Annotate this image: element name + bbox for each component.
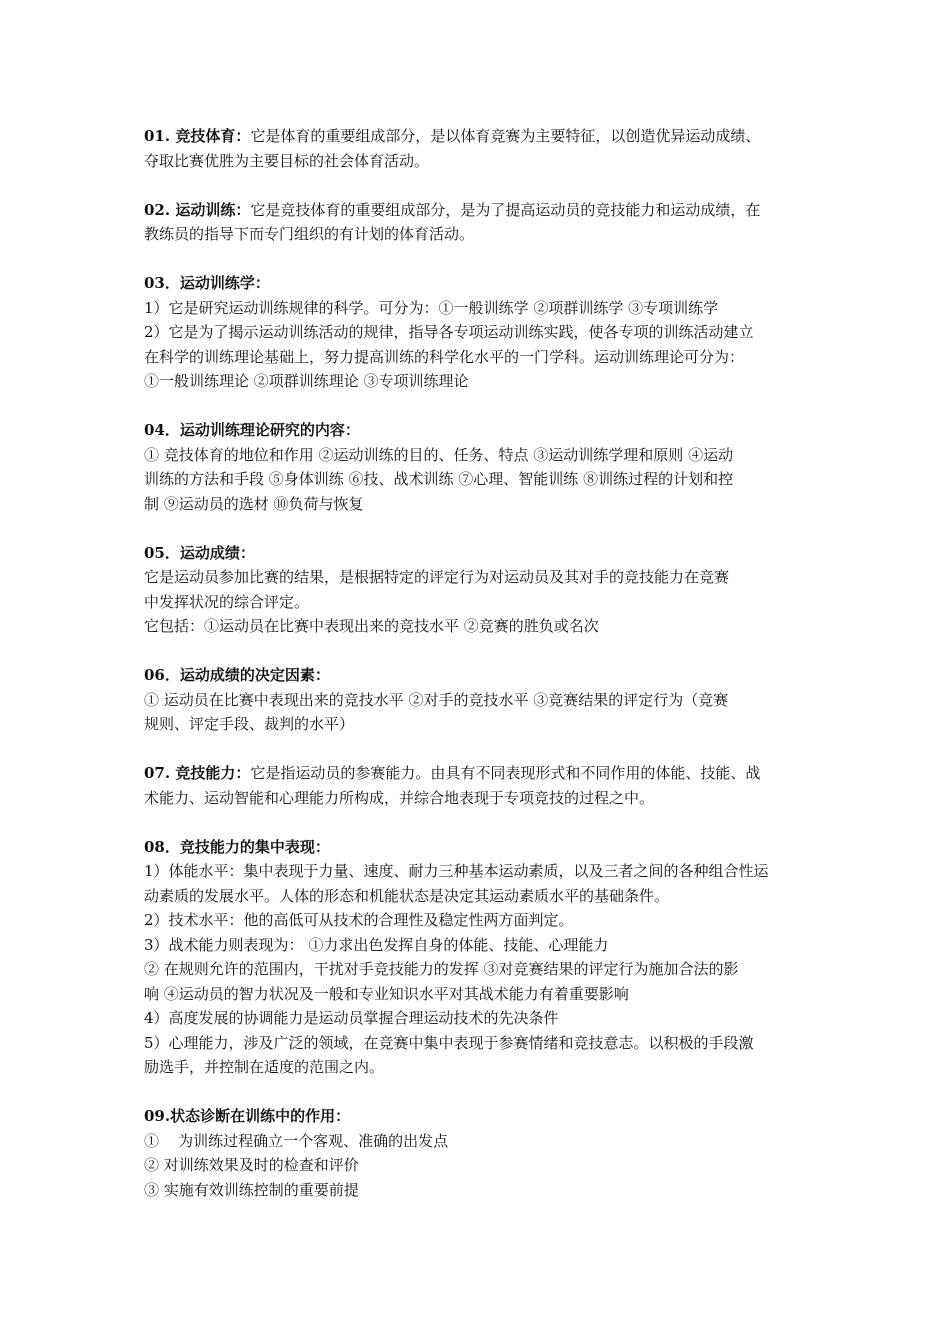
section-text-line: 它是指运动员的参赛能力。由具有不同表现形式和不同作用的体能、技能、战 xyxy=(250,764,761,782)
section-text-line: 夺取比赛优胜为主要目标的社会体育活动。 xyxy=(144,151,430,170)
section-heading: 09.状态诊断在训练中的作用： xyxy=(144,1107,351,1125)
section-text-line: ①一般训练理论 ②项群训练理论 ③专项训练理论 xyxy=(144,372,469,390)
section-text-line: 它是体育的重要组成部分，是以体育竞赛为主要特征，以创造优异运动成绩、 xyxy=(250,127,761,145)
section-03 xyxy=(144,271,810,394)
section-text-line: 4）高度发展的协调能力是运动员掌握合理运动技术的先决条件 xyxy=(144,1009,559,1027)
section-heading: 05．运动成绩： xyxy=(144,543,255,562)
section-text-line: ③ 实施有效训练控制的重要前提 xyxy=(144,1180,359,1199)
document-page xyxy=(144,124,810,1227)
section-heading: 07. 竞技能力： xyxy=(144,764,251,782)
section-text-line: 2）技术水平：他的高低可从技术的合理性及稳定性两方面判定。 xyxy=(144,911,574,929)
section-09 xyxy=(144,1104,810,1202)
section-06 xyxy=(144,663,810,737)
section-text-line: 响 ④运动员的智力状况及一般和专业知识水平对其战术能力有着重要影响 xyxy=(144,984,629,1003)
section-05 xyxy=(144,541,810,639)
section-01 xyxy=(144,124,810,173)
section-text-line: 动素质的发展水平。人体的形态和机能状态是决定其运动素质水平的基础条件。 xyxy=(144,886,670,905)
section-heading: 04．运动训练理论研究的内容： xyxy=(144,421,360,439)
section-text-line: 规则、评定手段、裁判的水平） xyxy=(144,715,355,733)
section-text-line: 在科学的训练理论基础上，努力提高训练的科学化水平的一门学科。运动训练理论可分为： xyxy=(144,347,745,366)
section-heading: 03．运动训练学： xyxy=(144,274,270,292)
section-heading: 02. 运动训练： xyxy=(144,200,251,219)
section-02 xyxy=(144,198,810,247)
section-text-line: ② 对训练效果及时的检查和评价 xyxy=(144,1156,359,1174)
section-text-line: 训练的方法和手段 ⑤身体训练 ⑥技、战术训练 ⑦心理、智能训练 ⑧训练过程的计划和控 xyxy=(144,470,734,488)
section-text-line: 中发挥状况的综合评定。 xyxy=(144,592,310,611)
section-text-line: 2）它是为了揭示运动训练活动的规律，指导各专项运动训练实践，使各专项的训练活动建立 xyxy=(144,323,754,341)
section-text-line: 教练员的指导下而专门组织的有计划的体育活动。 xyxy=(144,225,475,243)
section-08 xyxy=(144,835,810,1080)
section-text-line: 制 ⑨运动员的选材 ⑩负荷与恢复 xyxy=(144,494,364,513)
section-text-line: ① 运动员在比赛中表现出来的竞技水平 ②对手的竞技水平 ③竞赛结果的评定行为（竞赛 xyxy=(144,690,729,709)
section-text-line: ② 在规则允许的范围内，干扰对手竞技能力的发挥 ③对竞赛结果的评定行为施加合法的影 xyxy=(144,960,739,978)
section-heading: 06．运动成绩的决定因素： xyxy=(144,666,330,684)
section-text-line: 励选手，并控制在适度的范围之内。 xyxy=(144,1058,385,1076)
section-text-line: 1）体能水平：集中表现于力量、速度、耐力三种基本运动素质，以及三者之间的各种组合性运 xyxy=(144,862,769,880)
section-text-line: 1）它是研究运动训练规律的科学。可分为：①一般训练学 ②项群训练学 ③专项训练学 xyxy=(144,298,719,317)
section-04 xyxy=(144,418,810,516)
section-text-line: ① 为训练过程确立一个客观、准确的出发点 xyxy=(144,1131,449,1150)
section-text-line: 它包括：①运动员在比赛中表现出来的竞技水平 ②竞赛的胜负或名次 xyxy=(144,617,599,635)
section-text-line: 它是运动员参加比赛的结果，是根据特定的评定行为对运动员及其对手的竞技能力在竞赛 xyxy=(144,568,730,586)
section-text-line: 3）战术能力则表现为： ①力求出色发挥自身的体能、技能、心理能力 xyxy=(144,935,609,954)
section-text-line: ① 竞技体育的地位和作用 ②运动训练的目的、任务、特点 ③运动训练学理和原则 ④运动 xyxy=(144,445,734,464)
section-07 xyxy=(144,761,810,810)
section-heading: 01. 竞技体育： xyxy=(144,127,251,145)
section-text-line: 5）心理能力，涉及广泛的领域，在竞赛中集中表现于参赛情绪和竞技意志。以积极的手段激 xyxy=(144,1033,754,1052)
section-text-line: 它是竞技体育的重要组成部分，是为了提高运动员的竞技能力和运动成绩，在 xyxy=(250,200,761,219)
section-text-line: 术能力、运动智能和心理能力所构成，并综合地表现于专项竞技的过程之中。 xyxy=(144,788,655,807)
section-heading: 08．竞技能力的集中表现： xyxy=(144,837,330,856)
